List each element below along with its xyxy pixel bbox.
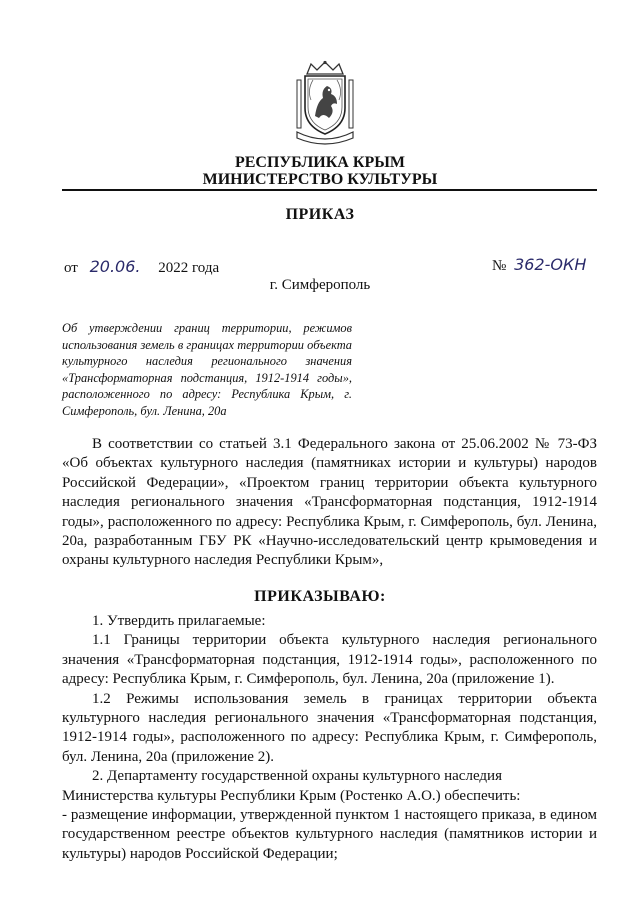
number-handwritten: 362-ОКН bbox=[514, 255, 587, 274]
item-1-1: 1.1 Границы территории объекта культурного наследия регионального значения «Трансформаторная подстанция, 1912-1914 годы», расположенного по адресу: Республика Крым, г. Симферополь, бул. Ленина, 20а (приложение 1). bbox=[62, 632, 597, 688]
item-1-2: 1.2 Режимы использования земель в границах территории объекта культурного наследия регионального значения «Трансформаторная подстанция, 1912-1914 годы», расположенного по адресу: Республика Крым, г. Симферополь, бул. Ленина, 20а (приложение 2). bbox=[62, 690, 597, 765]
header-divider bbox=[62, 189, 597, 191]
coat-of-arms-icon bbox=[293, 60, 357, 146]
preamble-paragraph: В соответствии со статьей 3.1 Федерального закона от 25.06.2002 № 73-ФЗ «Об объектах культурного наследия (памятниках истории и культуры) народов Российской Федерации», «Проектом границ территории объекта культурного наследия регионального значения «Трансформаторная подстанция, 1912-1914 годы», расположенного по адресу: Республика Крым, г. Симферополь, бул. Ленина, 20а, разработанным ГБУ РК «Научно-исследовательский центр крымоведения и охраны культурного наследия Республики Крым», bbox=[62, 436, 597, 569]
city: г. Симферополь bbox=[269, 277, 371, 293]
order-number bbox=[492, 255, 586, 275]
item-2-dash-1: - размещение информации, утвержденной пунктом 1 настоящего приказа, в едином государственном реестре объектов культурного наследия (памятников истории и культуры) народов Российской Федерации; bbox=[62, 807, 597, 862]
date-handwritten: 20.06. bbox=[89, 257, 141, 276]
date-year: 2022 года bbox=[158, 260, 220, 276]
item-1: 1. Утвердить прилагаемые: bbox=[92, 613, 266, 629]
date-prefix: от bbox=[64, 260, 78, 276]
order-subject: Об утверждении границ территории, режимов использования земель в границах территории объекта культурного наследия регионального значения «Трансформаторная подстанция, 1912-1914 годы», расположенного по адресу: Республика Крым, г. Симферополь, бул. Ленина, 20а bbox=[62, 321, 352, 418]
ministry-title: МИНИСТЕРСТВО КУЛЬТУРЫ bbox=[202, 171, 438, 188]
decree-heading: ПРИКАЗЫВАЮ: bbox=[254, 588, 386, 605]
order-title: ПРИКАЗ bbox=[285, 206, 355, 223]
item-2-head: 2. Департаменту государственной охраны культурного наследия bbox=[92, 768, 502, 785]
republic-title: РЕСПУБЛИКА КРЫМ bbox=[234, 154, 406, 171]
number-prefix: № bbox=[492, 258, 507, 274]
order-items bbox=[62, 612, 597, 864]
order-date bbox=[64, 257, 219, 277]
item-2-rest: Министерства культуры Республики Крым (Ростенко А.О.) обеспечить: bbox=[62, 787, 521, 804]
